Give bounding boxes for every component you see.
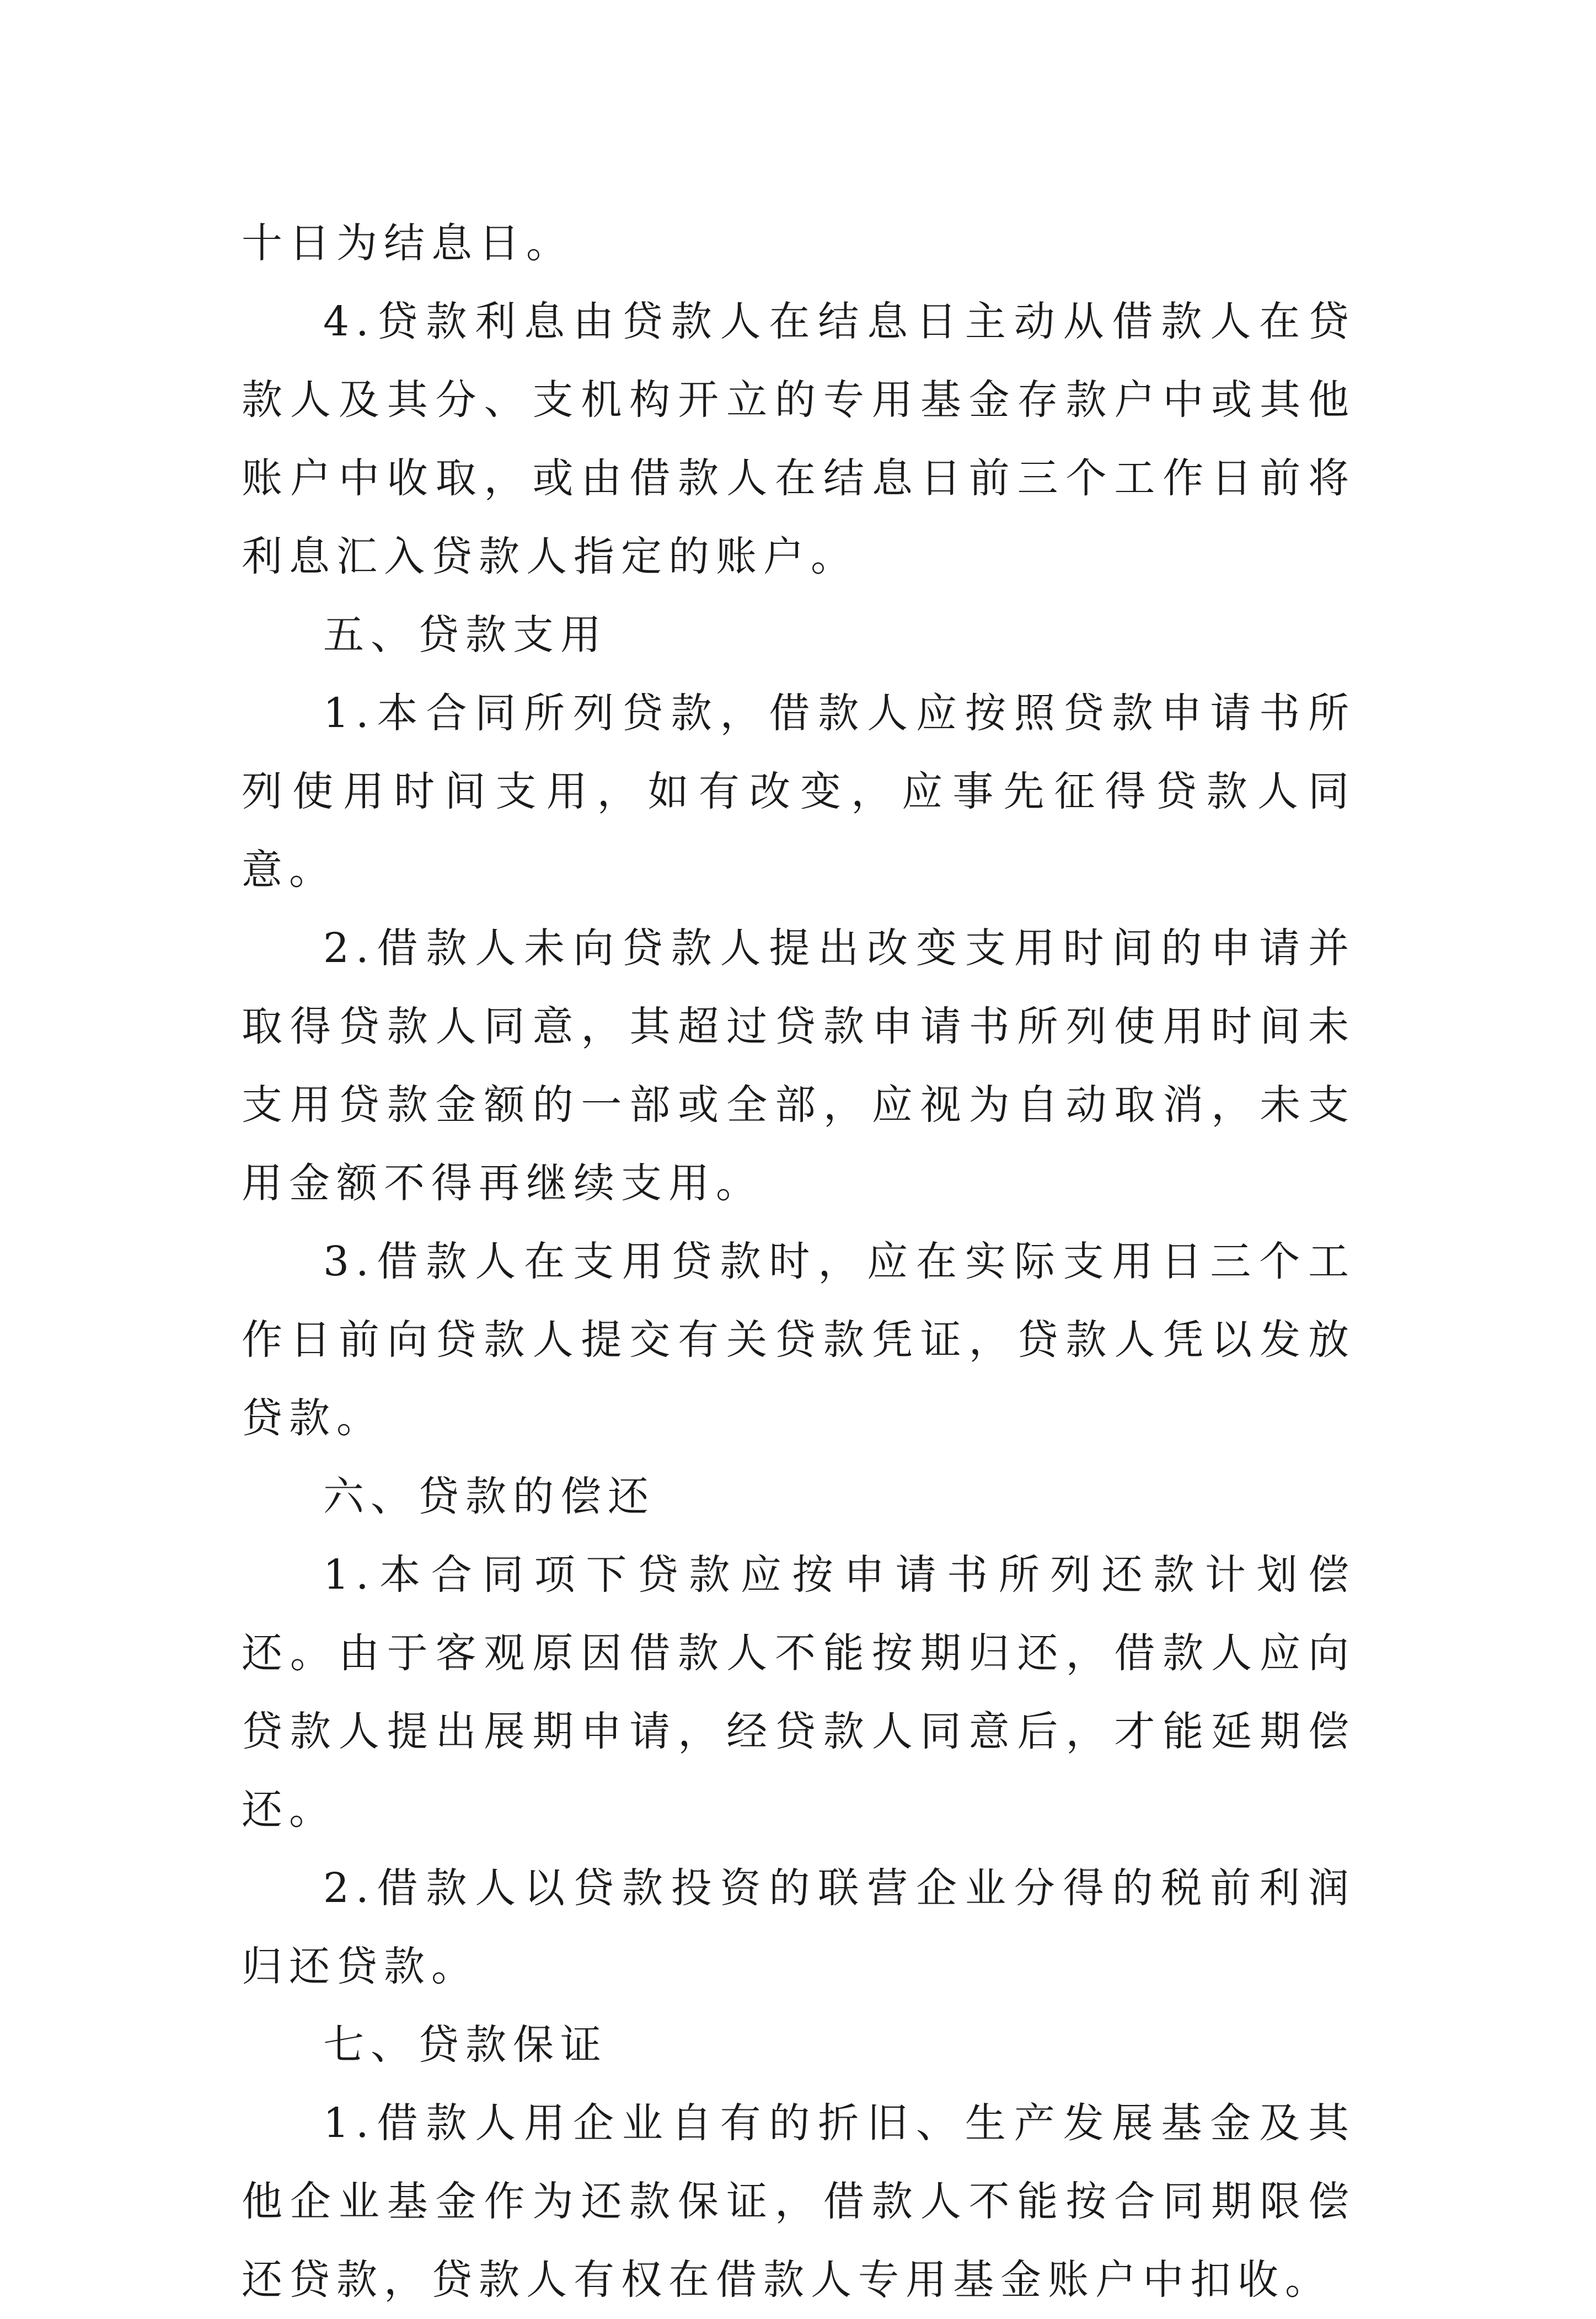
paragraph-drawdown-2: 2.借款人未向贷款人提出改变支用时间的申请并取得贷款人同意，其超过贷款申请书所列使用时间未支用贷款金额的一部或全部，应视为自动取消，未支用金额不得再继续支用。 — [242, 925, 1356, 1207]
paragraph-repayment-1: 1.本合同项下贷款应按申请书所列还款计划偿还。由于客观原因借款人不能按期归还，借款人应向贷款人提出展期申请，经贷款人同意后，才能延期偿还。 — [242, 1551, 1356, 1834]
section-heading-repayment: 六、贷款的偿还 — [323, 1473, 655, 1520]
paragraph-guarantee-1: 1.借款人用企业自有的折旧、生产发展基金及其他企业基金作为还款保证，借款人不能按合同期限偿还贷款，贷款人有权在借款人专用基金账户中扣收。 — [242, 2099, 1356, 2304]
section-heading-loan-drawdown: 五、贷款支用 — [323, 611, 608, 659]
section-heading-guarantee: 七、贷款保证 — [323, 2021, 608, 2069]
paragraph-repayment-2: 2.借款人以贷款投资的联营企业分得的税前利润归还贷款。 — [242, 1864, 1356, 1990]
paragraph-drawdown-1: 1.本合同所列贷款，借款人应按照贷款申请书所列使用时间支用，如有改变，应事先征得贷款人同意。 — [242, 690, 1356, 894]
paragraph-drawdown-3: 3.借款人在支用贷款时，应在实际支用日三个工作日前向贷款人提交有关贷款凭证，贷款人凭以发放贷款。 — [242, 1238, 1356, 1442]
paragraph-interest-collection: 4.贷款利息由贷款人在结息日主动从借款人在贷款人及其分、支机构开立的专用基金存款户中或其他账户中收取，或由借款人在结息日前三个工作日前将利息汇入贷款人指定的账户。 — [242, 298, 1356, 580]
paragraph-interest-date: 十日为结息日。 — [242, 220, 574, 267]
document-body — [242, 204, 1356, 2319]
